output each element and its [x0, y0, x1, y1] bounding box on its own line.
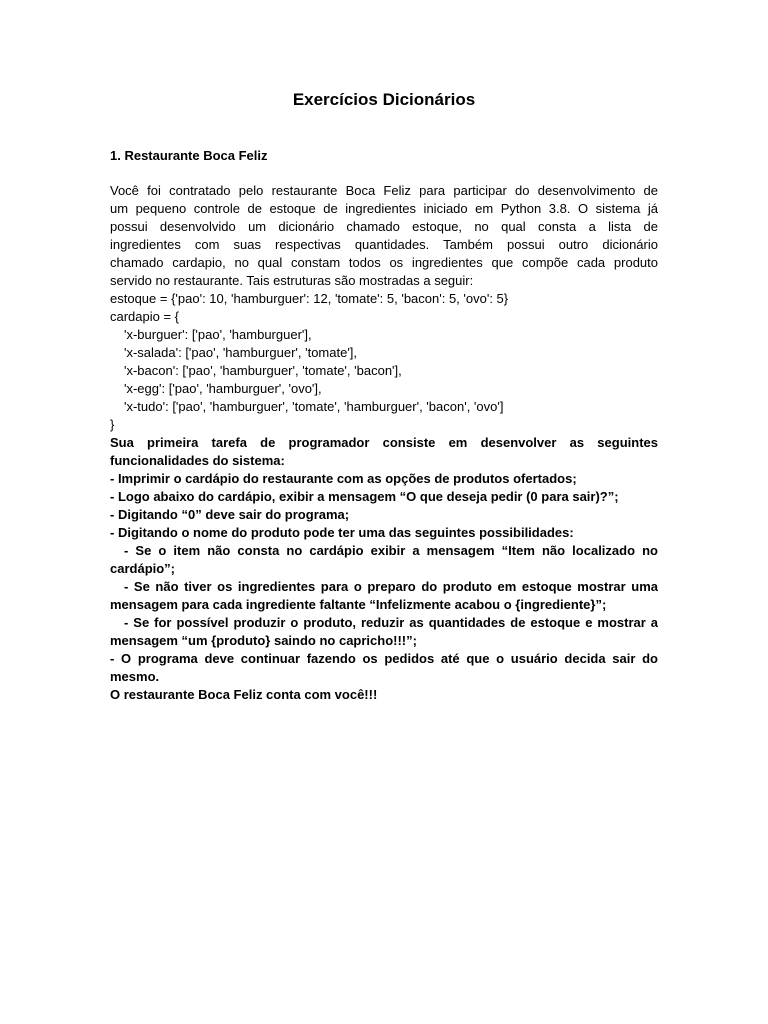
text-line: possui desenvolvido um dicionário chamado estoque, no qual consta a lista de: [110, 219, 658, 234]
text-line: - Se for possível produzir o produto, reduzir as quantidades de estoque e mostrar a: [124, 615, 658, 630]
text-line: cardápio”;: [110, 561, 176, 576]
text-line: 'x-tudo': ['pao', 'hamburguer', 'tomate', 'hamburguer', 'bacon', 'ovo']: [124, 399, 504, 414]
text-line: mesmo.: [110, 669, 160, 684]
document-title: Exercícios Dicionários: [292, 90, 476, 109]
text-line: - Imprimir o cardápio do restaurante com as opções de produtos ofertados;: [110, 471, 577, 486]
text-line: ingredientes com suas respectivas quantidades. Também possui outro dicionário: [110, 237, 658, 252]
text-line: mensagem “um {produto} saindo no capricho!!!”;: [110, 633, 417, 648]
text-line: - Digitando “0” deve sair do programa;: [110, 507, 350, 522]
text-line: O restaurante Boca Feliz conta com você!!!: [110, 687, 378, 702]
section-heading: 1. Restaurante Boca Feliz: [110, 148, 268, 163]
text-line: chamado cardapio, no qual constam todos os ingredientes que compõe cada produto: [110, 255, 658, 270]
text-line: 'x-bacon': ['pao', 'hamburguer', 'tomate', 'bacon'],: [124, 363, 402, 378]
text-line: Você foi contratado pelo restaurante Boca Feliz para participar do desenvolvimento de: [110, 183, 658, 198]
body-text: [110, 182, 658, 704]
text-line: - Digitando o nome do produto pode ter uma das seguintes possibilidades:: [110, 525, 574, 540]
text-line: Sua primeira tarefa de programador consiste em desenvolver as seguintes: [110, 435, 658, 450]
text-line: - O programa deve continuar fazendo os pedidos até que o usuário decida sair do: [110, 651, 658, 666]
text-line: funcionalidades do sistema:: [110, 453, 285, 468]
text-line: 'x-burguer': ['pao', 'hamburguer'],: [124, 327, 312, 342]
text-line: cardapio = {: [110, 309, 180, 324]
text-line: - Logo abaixo do cardápio, exibir a mensagem “O que deseja pedir (0 para sair)?”;: [110, 489, 619, 504]
text-line: - Se não tiver os ingredientes para o preparo do produto em estoque mostrar uma: [124, 579, 658, 594]
text-line: mensagem para cada ingrediente faltante “Infelizmente acabou o {ingrediente}”;: [110, 597, 607, 612]
text-line: estoque = {'pao': 10, 'hamburguer': 12, 'tomate': 5, 'bacon': 5, 'ovo': 5}: [110, 291, 509, 306]
text-line: servido no restaurante. Tais estruturas são mostradas a seguir:: [110, 273, 474, 288]
text-line: }: [110, 417, 115, 432]
text-line: - Se o item não consta no cardápio exibir a mensagem “Item não localizado no: [124, 543, 658, 558]
text-line: 'x-egg': ['pao', 'hamburguer', 'ovo'],: [124, 381, 322, 396]
text-line: 'x-salada': ['pao', 'hamburguer', 'tomate'],: [124, 345, 358, 360]
text-line: um pequeno controle de estoque de ingredientes iniciado em Python 3.8. O sistema já: [110, 201, 658, 216]
